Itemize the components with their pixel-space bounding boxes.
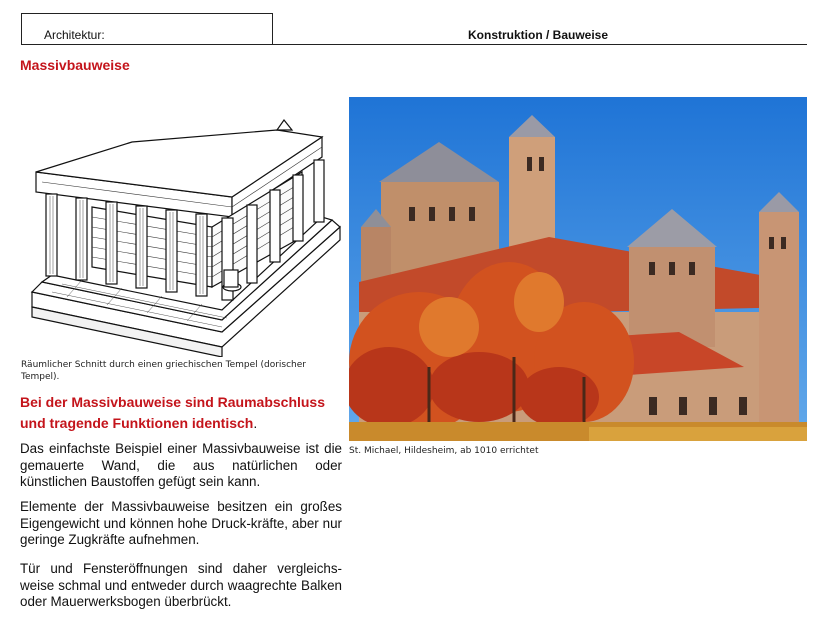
paragraph-openings: Tür und Fensteröffnungen sind daher vergleichs-weise schmal und entweder durch waagrechte Balken oder Mauerwerksbogen überbrückt. bbox=[20, 561, 342, 609]
temple-section-drawing bbox=[22, 112, 342, 357]
photo-caption: St. Michael, Hildesheim, ab 1010 errichtet bbox=[349, 446, 539, 456]
lead-statement-main: Bei der Massivbauweise sind Raumabschluss und tragende Funktionen identisch bbox=[20, 394, 326, 431]
lead-statement bbox=[20, 392, 340, 434]
section-title: Massivbauweise bbox=[20, 57, 130, 73]
st-michael-photo bbox=[349, 97, 807, 441]
paragraph-wall-example: Das einfachste Beispiel einer Massivbauweise ist die gemauerte Wand, die aus natürlichen oder künstlichen Baustoffen gefügt sein kann. bbox=[20, 441, 342, 489]
temple-caption: Räumlicher Schnitt durch einen griechischen Tempel (dorischer Tempel). bbox=[21, 360, 306, 382]
header-label-konstruktion: Konstruktion / Bauweise bbox=[468, 28, 609, 42]
header-label-architektur: Architektur: bbox=[44, 28, 105, 42]
header-rule bbox=[273, 44, 807, 45]
lead-statement-period: . bbox=[253, 415, 258, 431]
paragraph-forces: Elemente der Massivbauweise besitzen ein großes Eigengewicht und können hohe Druck-kräfte, aber nur geringe Zugkräfte aufnehmen. bbox=[20, 499, 342, 547]
